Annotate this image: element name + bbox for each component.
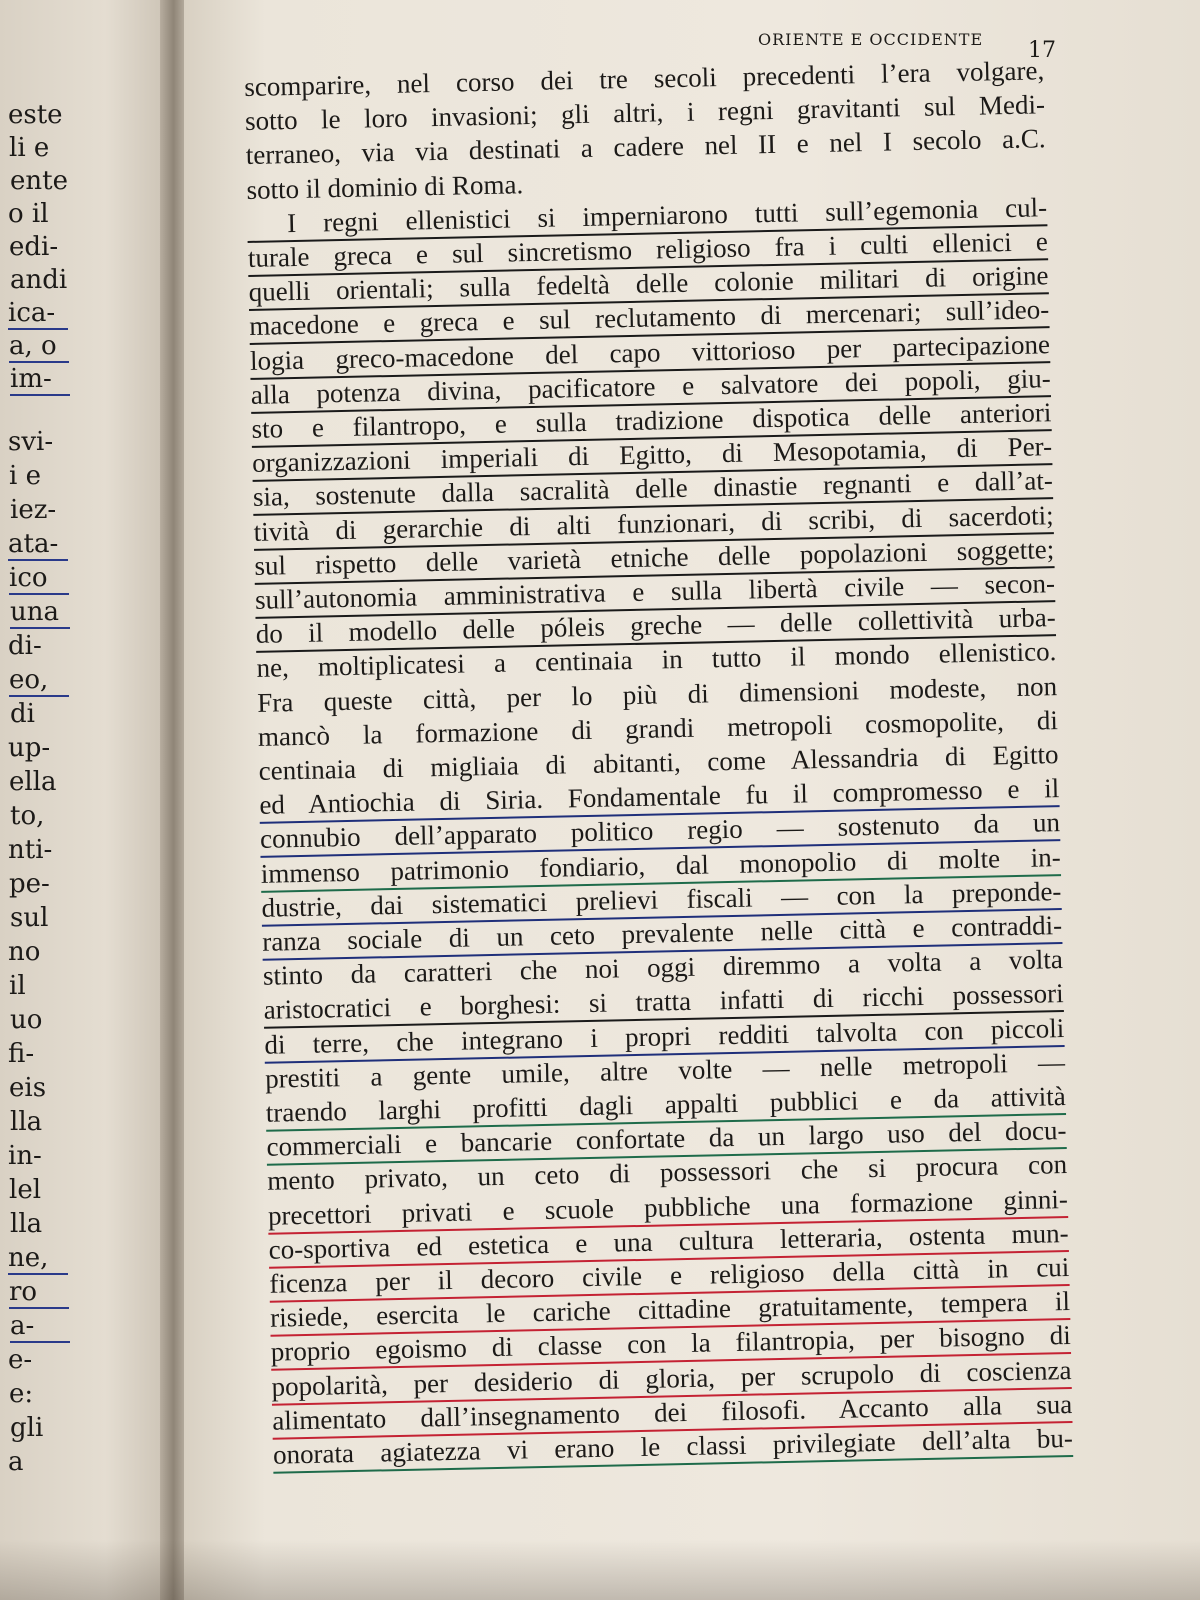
- text-line: di terre, che integrano i propri redditi talvolta con piccoli: [264, 1011, 1065, 1064]
- left-page-fragment: lel: [9, 1175, 42, 1205]
- left-page-fragment: no: [8, 937, 41, 967]
- text-line: dustrie, dai sistematici prelievi fiscali — con la preponde-: [261, 874, 1062, 927]
- left-page-fragment: ico: [9, 563, 69, 595]
- text-line: stinto da caratteri che noi oggi diremmo a volta a volta: [262, 944, 1064, 991]
- left-page-fragment: di: [10, 699, 35, 729]
- left-page-fragment: este: [8, 100, 63, 130]
- left-page-fragment: iez-: [10, 495, 57, 525]
- left-page-fragment: o il: [8, 199, 49, 229]
- left-page-fragment: una: [10, 597, 70, 629]
- body-text: [244, 53, 1074, 1470]
- text-line: organizzazioni imperiali di Egitto, di Mesopotamia, di Per-: [252, 429, 1053, 482]
- left-page-fragment: uo: [10, 1005, 43, 1035]
- text-line: sull’autonomia amministrativa e sulla libertà civile — secon-: [255, 566, 1056, 619]
- text-line: mancò la formazione di grandi metropoli cosmopolite, di: [257, 704, 1059, 752]
- left-page-fragment: il: [9, 971, 26, 1001]
- text-line: sto e filantropo, e sulla tradizione dispotica delle anteriori: [251, 395, 1052, 448]
- text-line: I regni ellenistici si imperniarono tutti sull’egemonia cul-: [247, 190, 1048, 243]
- left-page-fragment: svi-: [8, 427, 54, 457]
- left-page-fragment: di-: [8, 631, 42, 661]
- text-line: mento privato, un ceto di possessori che si procura con: [266, 1149, 1068, 1197]
- left-page-fragment: li e: [9, 133, 50, 163]
- text-line: turale greca e sul sincretismo religioso fra i culti ellenici e: [248, 224, 1049, 277]
- text-line: connubio dell’apparato politico regio — sostenuto da un: [260, 805, 1061, 858]
- text-line: centinaia di migliaia di abitanti, come Alessandria di Egitto: [258, 739, 1059, 786]
- text-line: ed Antiochia di Siria. Fondamentale fu il compromesso e il: [259, 771, 1060, 824]
- left-page-fragment: gli: [10, 1413, 44, 1443]
- left-page-fragment: eo,: [9, 665, 69, 697]
- text-line: ficenza per il decoro civile e religioso della città in cui: [269, 1250, 1070, 1303]
- left-page-fragment: ata-: [8, 529, 68, 561]
- text-line: co-sportiva ed estetica e una cultura letteraria, ostenta mun-: [268, 1216, 1069, 1269]
- left-page-fragment: ne,: [8, 1243, 68, 1275]
- text-line: precettori privati e scuole pubbliche una formazione ginni-: [268, 1182, 1069, 1235]
- left-page-fragment: a, o: [9, 331, 69, 363]
- left-page: [0, 0, 176, 1600]
- text-line: alla potenza divina, pacificatore e salvatore dei popoli, giu-: [250, 361, 1051, 414]
- left-page-fragment: e-: [8, 1345, 33, 1375]
- text-line: aristocratici e borghesi: si tratta infatti di ricchi possessori: [263, 976, 1064, 1029]
- left-page-fragment: sul: [10, 903, 49, 933]
- left-page-fragment: a-: [10, 1311, 70, 1343]
- left-page-fragment: to,: [10, 801, 45, 831]
- left-page-fragment: up-: [8, 733, 51, 763]
- text-line: quelli orientali; sulla fedeltà delle colonie militari di origine: [248, 258, 1049, 311]
- page-shadow: [0, 1540, 1200, 1600]
- text-line: tività di gerarchie di alti funzionari, di scribi, di sacerdoti;: [253, 498, 1054, 551]
- text-line: ranza sociale di un ceto prevalente nelle città e contraddi-: [262, 908, 1063, 961]
- left-page-fragment: ro: [9, 1277, 69, 1309]
- left-page-fragment: ica-: [8, 298, 68, 330]
- text-line: ne, moltiplicatesi a centinaia in tutto il mondo ellenistico.: [256, 636, 1057, 684]
- text-line: macedone e greca e sul reclutamento di mercenari; sull’ideo-: [249, 293, 1050, 346]
- left-page-fragment: in-: [8, 1141, 42, 1171]
- left-page-fragment: nti-: [8, 835, 53, 865]
- left-page-fragment: e:: [9, 1379, 34, 1409]
- text-line: Fra queste città, per lo più di dimensioni modeste, non: [256, 670, 1058, 718]
- left-page-fragment: eis: [9, 1073, 47, 1103]
- text-line: popolarità, per desiderio di gloria, per scrupolo di coscienza: [271, 1353, 1072, 1406]
- text-line: logia greco-macedone del capo vittorioso per partecipazione: [250, 327, 1051, 380]
- left-page-fragment: a: [8, 1447, 24, 1477]
- running-head: ORIENTE E OCCIDENTE: [758, 30, 984, 49]
- left-page-fragment: fi-: [8, 1039, 35, 1069]
- text-line: risiede, esercita le cariche cittadine gratuitamente, tempera il: [270, 1284, 1071, 1337]
- text-line: immenso patrimonio fondiario, dal monopolio di molte in-: [260, 840, 1061, 893]
- text-line: do il modello delle póleis greche — delle collettività urba-: [255, 600, 1056, 653]
- left-page-fragment: edi-: [9, 232, 59, 262]
- left-page-fragment: andi: [10, 265, 68, 295]
- text-line: proprio egoismo di classe con la filantropia, per bisogno di: [271, 1318, 1072, 1371]
- left-page-fragment: pe-: [9, 869, 50, 899]
- left-page-fragment: i e: [9, 461, 41, 491]
- text-line: sia, sostenute dalla sacralità delle dinastie regnanti e dall’at-: [253, 464, 1054, 517]
- left-page-fragment: im-: [10, 364, 70, 396]
- left-page-fragment: lla: [10, 1209, 43, 1239]
- left-page-fragment: ella: [9, 767, 57, 797]
- text-line: sotto le loro invasioni; gli altri, i regni gravitanti sul Medi-: [244, 89, 1046, 137]
- text-line: onorata agiatezza vi erano le classi privilegiate dell’alta bu-: [273, 1421, 1074, 1474]
- text-line: prestiti a gente umile, altre volte — nelle metropoli —: [264, 1046, 1066, 1094]
- text-line: terraneo, via via destinati a cadere nel II e nel I secolo a.C.: [245, 123, 1046, 171]
- page-number: 17: [1028, 38, 1056, 63]
- left-page-fragment: ente: [10, 166, 68, 196]
- text-line: sotto il dominio di Roma.: [246, 168, 524, 205]
- text-line: alimentato dall’insegnamento dei filosofi. Accanto alla sua: [272, 1387, 1073, 1440]
- right-page: [184, 0, 1200, 1600]
- text-line: traendo larghi profitti dagli appalti pubblici e da attività: [265, 1079, 1066, 1132]
- text-line: scomparire, nel corso dei tre secoli precedenti l’era volgare,: [244, 55, 1045, 102]
- text-line: commerciali e bancarie confortate da un largo uso del docu-: [266, 1113, 1067, 1166]
- left-page-fragment: lla: [10, 1107, 43, 1137]
- text-line: sul rispetto delle varietà etniche delle popolazioni soggette;: [254, 532, 1055, 585]
